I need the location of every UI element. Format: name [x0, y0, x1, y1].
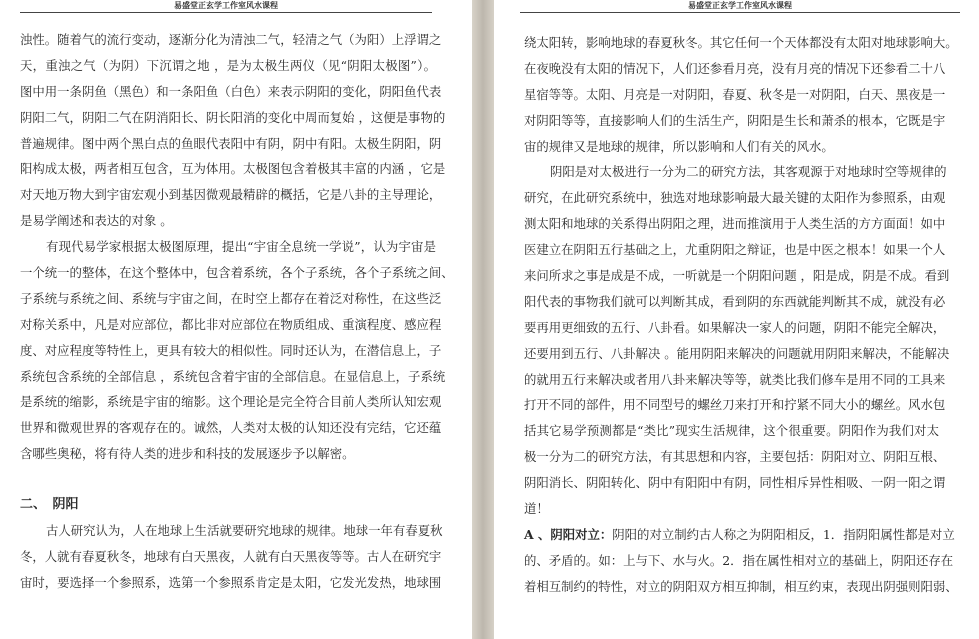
text-line: 阳代表的事物我们就可以判断其成，看到阴的东西就能判断其不成，就没有必 [524, 293, 946, 309]
text-line: 含哪些奥秘，将有待人类的进步和科技的发展逐步予以解密。 [20, 446, 355, 462]
text-line: 的、矛盾的。如：上与下、水与火。2．指在属性相对立的基础上，阴阳还存在 [524, 552, 954, 568]
text-line: 阴阳消长、阴阳转化、阴中有阳阳中有阴，同性相斥异性相吸、一阴一阳之谓 [524, 475, 946, 491]
text-line: 是系统的缩影，系统是宇宙的缩影。这个理论是完全符合目前人类所认知宏观 [20, 394, 442, 410]
text-line: 来问所求之事是成是不成，一听就是一个阴阳问题 ，阳是成，阴是不成。看到 [524, 268, 950, 284]
text-line: 着相互制约的特性，对立的阴阳双方相互抑制，相互约束，表现出阴强则阳弱、 [524, 578, 958, 594]
text-line: 图中用一条阴鱼（黑色）和一条阳鱼（白色）来表示阴阳的变化，阴阳鱼代表 [20, 83, 442, 99]
section-heading-yinyang: 二、 阴阳 [20, 497, 79, 513]
text-line: 对阴阳等等，直接影响人们的生活生产，阴阳是生长和萧杀的根本，它既是宇 [524, 112, 946, 128]
text-line: 古人研究认为，人在地球上生活就要研究地球的规律。地球一年有春夏秋 [46, 523, 443, 539]
text-line: 宙的规律又是地球的规律，所以影响和人们有关的风水。 [524, 138, 834, 154]
text-line: 对天地万物大到宇宙宏观小到基因微观最精辟的概括，它是八卦的主导理论， [20, 187, 442, 203]
text-line: 绕太阳转，影响地球的春夏秋冬。其它任何一个天体都没有太阳对地球影响大。 [524, 35, 958, 50]
text-line: 普遍规律。图中两个黑白点的鱼眼代表阳中有阴，阴中有阳。太极生阴阳，阴 [20, 135, 442, 151]
text-line: 系统包含系统的全部信息 ，系统包含着宇宙的全部信息。在显信息上，子系统 [20, 368, 446, 384]
subheading-yinyang-duili: A 、阴阳对立： [524, 526, 613, 542]
paragraph-yinyang-fangfa [524, 159, 950, 521]
paragraph-taiji-fenhua [20, 27, 446, 234]
right-page [494, 0, 979, 639]
text-line [524, 522, 955, 548]
text-line: 世界和微观世界的客观存在的。诚然，人类对太极的认知还没有完结，它还蕴 [20, 420, 442, 436]
text-line: 医建立在阴阳五行基础之上，尤重阴阳之辩证，也是中医之根本！如果一个人 [524, 242, 946, 258]
text-line: 道！ [524, 501, 549, 517]
paragraph-quanxi-xueshuo [20, 234, 454, 467]
page-header-left: 易盛堂正玄学工作室风水课程 [20, 0, 432, 13]
text-line: 度、对应程度等特性上，更具有较大的相似性。同时还认为，在潜信息上，子 [20, 342, 442, 358]
text-line: 括其它易学预测都是“类比”现实生活规律，这个很重要。阴阳作为我们对太 [524, 423, 939, 439]
text-line: 阴阳二气，阴阳二气在阴消阳长、阴长阳消的变化中周而复始 ，这便是事物的 [20, 109, 446, 125]
text-line: 阴阳是对太极进行一分为二的研究方法，其客观源于对地球时空等规律的 [550, 164, 947, 180]
page-header-right: 易盛堂正玄学工作室风水课程 [520, 0, 960, 13]
right-page-body [524, 30, 958, 600]
text-line: 宙时，要选择一个参照系，选第一个参照系肯定是太阳，它发光发热，地球围 [20, 574, 442, 590]
paragraph-yinyang-duili [524, 522, 958, 600]
text-line: 是易学阐述和表达的对象 。 [20, 213, 173, 229]
left-page [0, 0, 472, 639]
text-line: 极一分为二的研究方法，有其思想和内容，主要包括：阴阳对立、阴阳互根、 [524, 449, 946, 465]
text-line: 天，重浊之气（为阴）下沉谓之地 ，是为太极生两仪（见“阴阳太极图”）。 [20, 57, 436, 73]
text-line: 子系统与系统之间、系统与宇宙之间，在时空上都存在着泛对称性，在这些泛 [20, 290, 442, 306]
text-line: 有现代易学家根据太极图原理，提出“宇宙全息统一学说”，认为宇宙是 [46, 239, 436, 255]
text-line: 星宿等等。太阳、月亮是一对阴阳，春夏、秋冬是一对阴阳，白天、黑夜是一 [524, 86, 946, 102]
text-line: 打开不同的部件，用不同型号的螺丝刀来打开和拧紧不同大小的螺丝。风水包 [524, 397, 946, 413]
text-line: 还要用到五行、八卦解决 。能用阴阳来解决的问题就用阴阳来解决，不能解决 [524, 345, 950, 361]
text-line: 在夜晚没有太阳的情况下，人们还参看月亮，没有月亮的情况下还参看二十八 [524, 60, 946, 76]
text-line: 的就用五行来解决或者用八卦来解决等等，就类比我们修车是用不同的工具来 [524, 371, 946, 387]
text-line: 冬，人就有春夏秋冬，地球有白天黑夜，人就有白天黑夜等等。古人在研究宇 [20, 548, 442, 564]
paragraph-taiyang-yingxiang [524, 30, 958, 159]
text-line: 一个统一的整体，在这个整体中，包含着系统，各个子系统，各个子系统之间、 [20, 265, 454, 281]
text-line: 阳构成太极，两者相互包含，互为体用。太极图包含着极其丰富的内涵 ，它是 [20, 161, 446, 177]
text-line: 浊性。随着气的流行变动，逐渐分化为清浊二气，轻清之气（为阳）上浮谓之 [20, 32, 442, 47]
paragraph-guren-yanjiu [20, 518, 443, 596]
text-line: 研究，在此研究系统中，独选对地球影响最大最关键的太阳作为参照系，由观 [524, 190, 946, 206]
text-line: 要再用更细致的五行、八卦看。如果解决一家人的问题，阴阳不能完全解决， [524, 319, 946, 335]
book-gutter [472, 0, 494, 639]
text-line: 测太阳和地球的关系得出阴阳之理，进而推演用于人类生活的方方面面！如中 [524, 216, 946, 232]
left-page-body [20, 27, 454, 596]
text-span: 阴阳的对立制约古人称之为阴阳相反，1．指阴阳属性都是对立 [612, 526, 955, 542]
text-line: 对称关系中，凡是对应部位，都比非对应部位在物质组成、重演程度、感应程 [20, 316, 442, 332]
